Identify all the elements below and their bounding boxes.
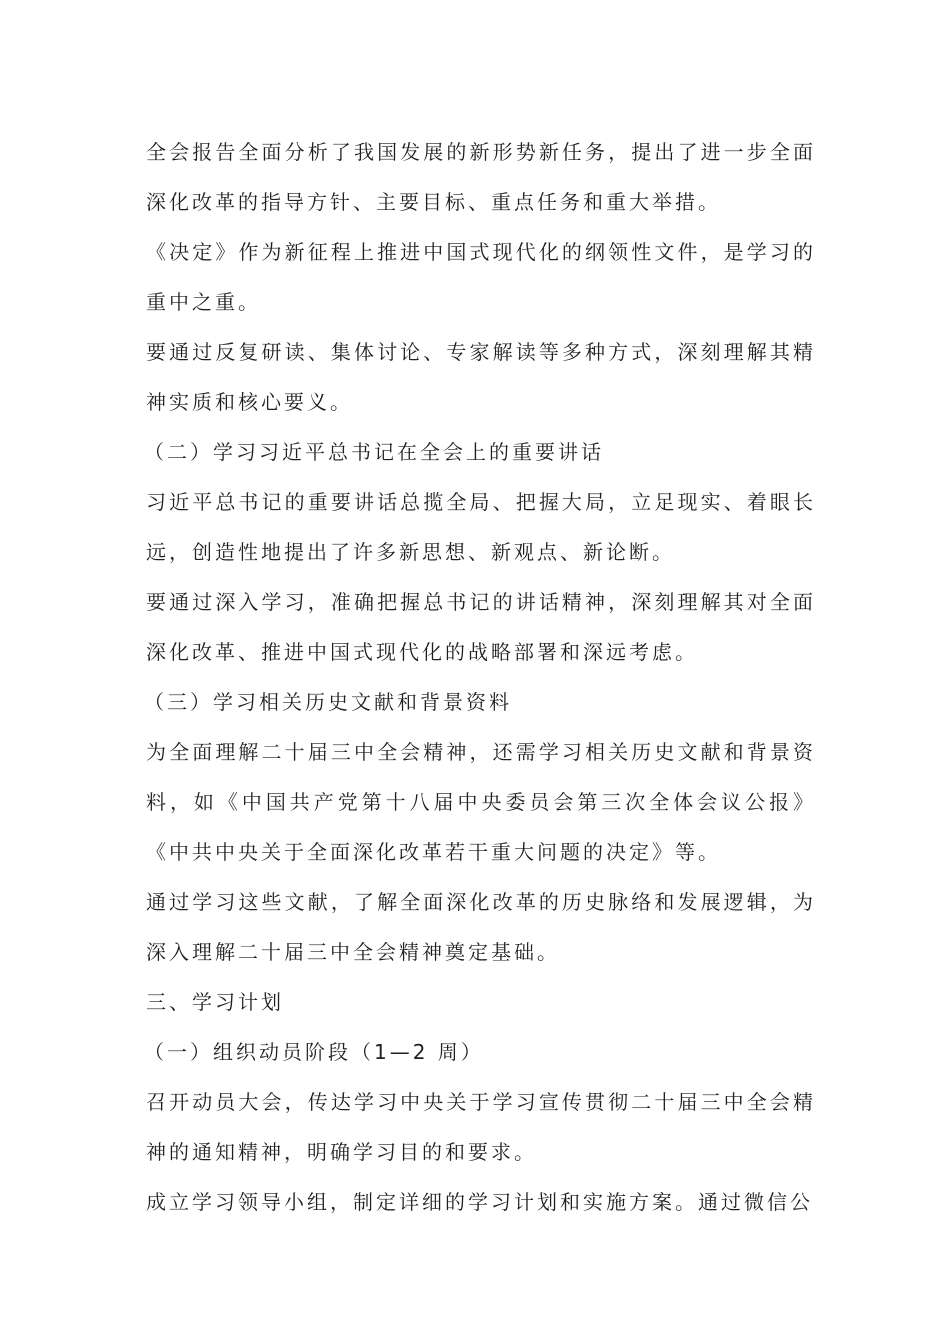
paragraph-report-analysis: 全会报告全面分析了我国发展的新形势新任务，提出了进一步全面深化改革的指导方针、主要目标、重点任务和重大举措。: [146, 140, 816, 214]
section-heading-history: （三）学习相关历史文献和背景资料: [144, 690, 512, 714]
document-body: [146, 127, 816, 1227]
paragraph-mobilization-meeting: 召开动员大会，传达学习中央关于学习宣传贯彻二十届三中全会精神的通知精神，明确学习目的和要求。: [146, 1090, 816, 1164]
paragraph-study-methods: 要通过反复研读、集体讨论、专家解读等多种方式，深刻理解其精神实质和核心要义。: [146, 340, 816, 414]
paragraph-speech-study: 要通过深入学习，准确把握总书记的讲话精神，深刻理解其对全面深化改革、推进中国式现代化的战略部署和深远考虑。: [146, 590, 816, 664]
paragraph-speech-summary: 习近平总书记的重要讲话总揽全局、把握大局，立足现实、着眼长远，创造性地提出了许多新思想、新观点、新论断。: [146, 490, 816, 564]
paragraph-history-purpose: 通过学习这些文献，了解全面深化改革的历史脉络和发展逻辑，为深入理解二十届三中全会精神奠定基础。: [146, 890, 816, 964]
paragraph-history-documents: 为全面理解二十届三中全会精神，还需学习相关历史文献和背景资料，如《中国共产党第十八届中央委员会第三次全体会议公报》《中共中央关于全面深化改革若干重大问题的决定》等。: [146, 740, 816, 864]
section-heading-study-plan: 三、学习计划: [146, 990, 284, 1014]
section-heading-mobilization: （一）组织动员阶段（1—2 周）: [144, 1040, 484, 1064]
section-heading-speech: （二）学习习近平总书记在全会上的重要讲话: [144, 440, 604, 464]
paragraph-decision-importance: 《决定》作为新征程上推进中国式现代化的纲领性文件，是学习的重中之重。: [146, 240, 816, 314]
paragraph-leadership-group: 成立学习领导小组，制定详细的学习计划和实施方案。通过微信公: [146, 1190, 813, 1214]
